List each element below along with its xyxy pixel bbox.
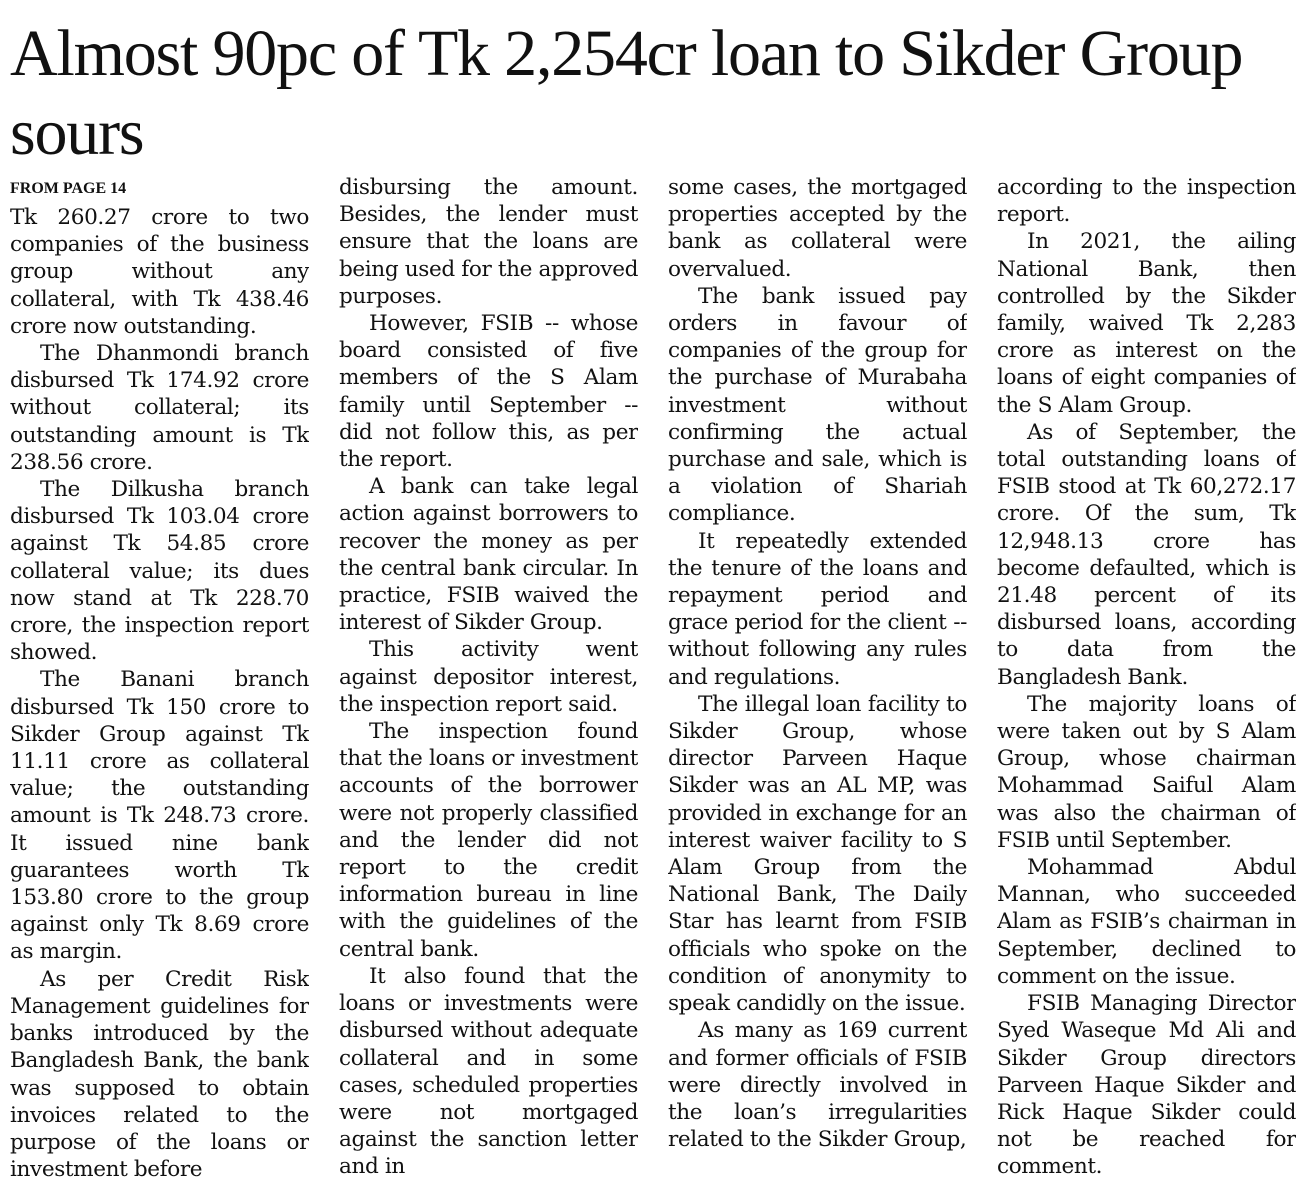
paragraph: The inspection found that the loans or investment accounts of the borrower were not properly classified and the lender did not report to the credit information bureau in line with the guidelines of the central bank. (339, 719, 638, 962)
paragraph: some cases, the mortgaged properties accepted by the bank as collateral were overvalued. (668, 175, 967, 282)
paragraph: FSIB Managing Director Syed Waseque Md Ali and Sikder Group directors Parveen Haque Sikder and Rick Haque Sikder could not be reached for comment. (997, 991, 1296, 1180)
paragraph: disbursing the amount. Besides, the lender must ensure that the loans are being used for the approved purposes. (339, 175, 638, 309)
paragraph: It repeatedly extended the tenure of the loans and repayment period and grace period for the client --without following any rules and regulations. (668, 528, 967, 690)
paragraph: according to the inspection report. (997, 175, 1296, 228)
article-column-1 (10, 174, 309, 1190)
paragraph: This activity went against depositor interest, the inspection report said. (339, 637, 638, 717)
article-body (10, 174, 1296, 1190)
paragraph: As many as 169 current and former officials of FSIB were directly involved in the loan’s irregularities related to the Sikder Group, (668, 1018, 967, 1153)
continued-from-kicker: FROM PAGE 14 (10, 180, 127, 197)
paragraph: As of September, the total outstanding loans of FSIB stood at Tk 60,272.17 crore. Of the sum, Tk 12,948.13 crore has become defaulted, which is 21.48 percent of its disbursed loans, according to data from the Bangladesh Bank. (997, 419, 1296, 690)
article-column-3 (668, 174, 967, 1190)
paragraph: A bank can take legal action against borrowers to recover the money as per the central bank circular. In practice, FSIB waived the interest of Sikder Group. (339, 474, 638, 636)
paragraph: The Dhanmondi branch disbursed Tk 174.92 crore without collateral; its outstanding amount is Tk 238.56 crore. (10, 341, 309, 475)
paragraph: The Banani branch disbursed Tk 150 crore to Sikder Group against Tk 11.11 crore as collateral value; the outstanding amount is Tk 248.73 crore. It issued nine bank guarantees worth Tk 153.80 crore to the group against only Tk 8.69 crore as margin. (10, 667, 309, 965)
paragraph: Mohammad Abdul Mannan, who succeeded Alam as FSIB’s chairman in September, declined to comment on the issue. (997, 855, 1296, 989)
paragraph: Tk 260.27 crore to two companies of the business group without any collateral, with Tk 438.46 crore now outstanding. (10, 205, 309, 339)
paragraph: The majority loans of were taken out by S Alam Group, whose chairman Mohammad Saiful Alam was also the chairman of FSIB until September. (997, 691, 1296, 853)
paragraph: The illegal loan facility to Sikder Group, whose director Parveen Haque Sikder was an AL MP, was provided in exchange for an interest waiver facility to S Alam Group from the National Bank, The Daily Star has learnt from FSIB officials who spoke on the condition of anonymity to speak candidly on the issue. (668, 691, 967, 1017)
article-column-2 (339, 174, 638, 1190)
paragraph: However, FSIB -- whose board consisted of five members of the S Alam family until September -- did not follow this, as per the report. (339, 311, 638, 473)
article-column-4 (997, 174, 1296, 1190)
paragraph: In 2021, the ailing National Bank, then controlled by the Sikder family, waived Tk 2,283 crore as interest on the loans of eight companies of the S Alam Group. (997, 229, 1296, 418)
paragraph: As per Credit Risk Management guidelines for banks introduced by the Bangladesh Bank, the bank was supposed to obtain invoices related to the purpose of the loans or investment before (10, 966, 309, 1183)
paragraph: The bank issued pay orders in favour of companies of the group for the purchase of Murabaha investment without confirming the actual purchase and sale, which is a violation of Shariah compliance. (668, 283, 967, 527)
paragraph: The Dilkusha branch disbursed Tk 103.04 crore against Tk 54.85 crore collateral value; its dues now stand at Tk 228.70 crore, the inspection report showed. (10, 477, 309, 666)
headline: Almost 90pc of Tk 2,254cr loan to Sikder Group sours (10, 17, 1243, 169)
paragraph: It also found that the loans or investments were disbursed without adequate collateral and in some cases, scheduled properties were not mortgaged against the sanction letter and in (339, 963, 638, 1180)
